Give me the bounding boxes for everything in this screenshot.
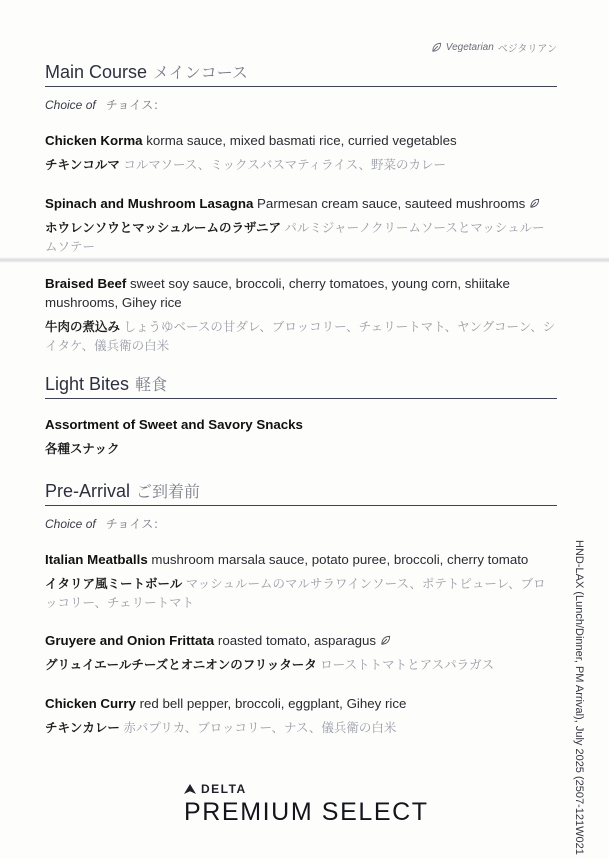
menu-item-spinach-lasagna [45,194,557,257]
item-desc: mushroom marsala sauce, potato puree, broccoli, cherry tomato [147,552,529,567]
choice-label-en: Choice of [45,98,96,112]
section-pre-arrival [45,479,557,506]
cabin-name: PREMIUM SELECT [184,798,429,826]
item-name: Chicken Korma [45,133,143,148]
delta-widget-icon [184,784,196,794]
item-name-jp: イタリア風ミートボール [45,577,183,591]
menu-item-chicken-korma [45,131,557,175]
menu-item-italian-meatballs [45,550,557,613]
menu-item-chicken-curry [45,694,557,738]
item-desc-jp: ローストトマトとアスパラガス [316,658,495,672]
vegetarian-leaf-icon [380,635,391,646]
choice-of-label [45,515,165,532]
menu-item-gruyere-frittata [45,631,557,675]
section-title-jp: 軽食 [135,377,168,394]
item-desc-jp: マッシュルームのマルサラワインソース、ポテトピューレ、ブロッコリー、チェリートマト [45,577,546,610]
item-name-jp: チキンカレー [45,721,120,735]
menu-item-snacks [45,415,557,459]
vegetarian-label-jp: ベジタリアン [497,44,557,55]
item-desc: roasted tomato, asparagus [214,633,377,648]
section-light-bites [45,372,557,399]
brand-lockup [184,782,429,827]
section-title-jp: ご到着前 [136,484,201,501]
menu-item-braised-beef [45,274,557,356]
delta-logo [184,782,429,796]
item-name: Braised Beef [45,276,127,291]
leaf-icon [431,42,442,53]
item-name-jp: 牛肉の煮込み [45,320,121,334]
section-main-course [45,60,557,87]
item-desc-jp: 赤パプリカ、ブロッコリー、ナス、儀兵衛の白米 [119,721,397,735]
item-desc-jp: コルマソース、ミックスバスマティライス、野菜のカレー [119,158,446,172]
choice-label-en: Choice of [45,517,96,531]
item-desc: red bell pepper, broccoli, eggplant, Gihey rice [135,696,407,711]
item-desc: Parmesan cream sauce, sauteed mushrooms [253,196,526,211]
item-desc-jp: パルミジャーノクリームソースとマッシュルームソテー [45,221,545,254]
section-title: Pre-Arrival [45,481,131,501]
vegetarian-leaf-icon [529,198,540,209]
item-desc-jp: しょうゆベースの甘ダレ、ブロッコリー、チェリートマト、ヤングコーン、シイタケ、儀兵衛の白米 [45,320,556,353]
item-name: Assortment of Sweet and Savory Snacks [45,417,303,432]
choice-label-jp: チョイス： [105,517,166,531]
item-desc: sweet soy sauce, broccoli, cherry tomatoes, young corn, shiitake mushrooms, Gihey rice [45,276,510,310]
item-name: Chicken Curry [45,696,136,711]
item-name: Italian Meatballs [45,552,148,567]
section-title: Light Bites [45,374,130,394]
section-title: Main Course [45,62,148,82]
section-title-jp: メインコース [153,65,248,82]
choice-label-jp: チョイス： [105,98,166,112]
choice-of-label [45,96,165,113]
vegetarian-legend [431,40,557,55]
airline-name: DELTA [201,782,247,796]
vegetarian-label: Vegetarian [445,42,494,53]
item-name-jp: チキンコルマ [45,158,120,172]
item-name-jp: グリュイエールチーズとオニオンのフリッタータ [45,658,317,672]
item-desc: korma sauce, mixed basmati rice, curried vegetables [142,133,457,148]
item-name-jp: 各種スナック [45,442,120,456]
item-name: Gruyere and Onion Frittata [45,633,215,648]
item-name: Spinach and Mushroom Lasagna [45,196,254,211]
item-name-jp: ホウレンソウとマッシュルームのラザニア [45,221,281,235]
flight-info-note: HND-LAX (Lunch/Dinner, PM Arrival), July 2025 (2507-121W021 [573,540,585,855]
scan-artifact [0,257,609,263]
